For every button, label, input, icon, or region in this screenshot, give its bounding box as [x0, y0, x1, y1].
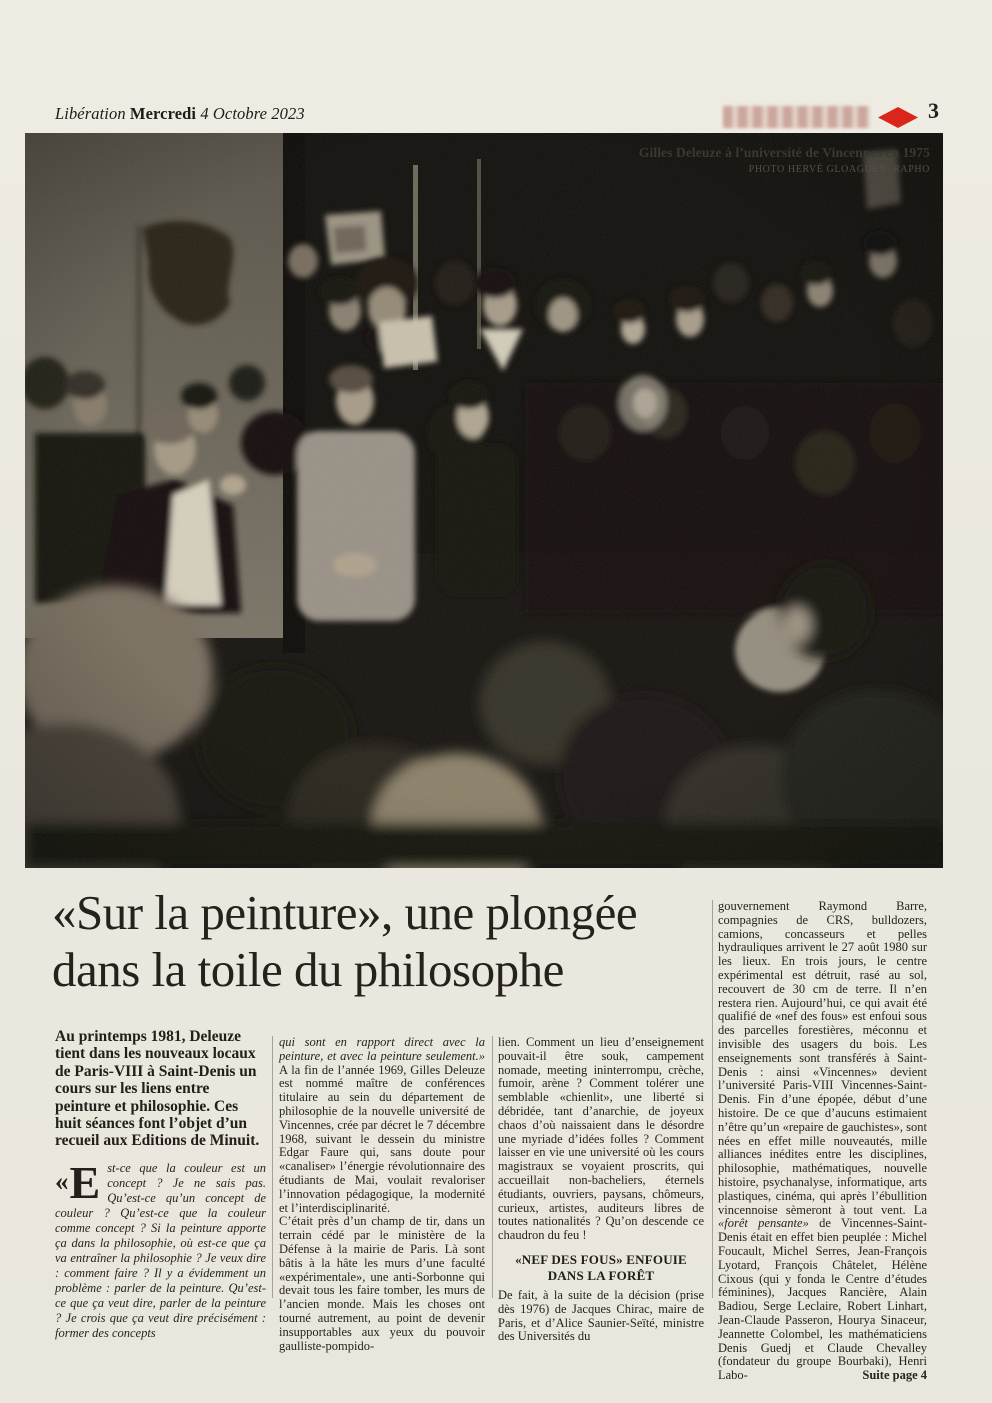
quote-text: st-ce que la couleur est un concept ? Je ne sais pas. Qu’est-ce qu’un concept de couleur ? Qu’est-ce que la couleur comme concept ? Si la peinture apporte ça dans la philosophie, où est-ce que ça va entraîner la philosophie ? Je veux dire : comment faire ? Il y a évidemment un problème : parler de la peinture. Qu’est-ce que ça veut dire, parler de la peinture ? Je crois que ça veut dire précisément : former des concepts [55, 1160, 266, 1340]
quote-end: qui sont en rapport direct avec la peinture, et avec la peinture seulement.» [279, 1035, 485, 1063]
body-paragraph: gouvernement Raymond Barre, compagnies de CRS, bulldozers, camions, concasseurs et pelles hydrauliques arrivent le 27 août 1980 sur les lieux. En trois jours, le centre expérimental est détruit, rasé au sol, recouvert de 30 cm de terre. Il n’en restera rien. Aujourd’hui, ce qui avait été qualifié de «nef des fous» est enfoui sous des parcelles forestières, méconnu et invisible des usagers du bois. Les enseignements sont transférés à Saint-Denis : ainsi «Vincennes» devient l’université Paris-VIII Vincennes-Saint-Denis. Fin d’une épopée, début d’une histoire. De ce que d’aucuns estimaient n’être qu’un «repaire de gauchistes», sont nées en effet mille nouveautés, mille alliances inédites entre les disciplines, philosophie, mathématiques, nouvelle histoire, psychanalyse, informatique, arts plastiques, cinéma, qui après l’ébullition vincennoise sèmeront à tout vent. La «forêt pensante» de Vincennes-Saint-Denis était en effet bien peuplée : Michel Foucault, Michel Serres, Jean-François Lyotard, François Châtelet, Hélène Cixous (qui y fonda le Centre d’études féminines), Jacques Rancière, Alain Badiou, Serge Leclaire, Robert Linhart, Jean-Claude Passeron, Hourya Sinaceur, Jeannette Colombel, les mathématiciens Denis Guedj et Claude Chevalley (fondateur du groupe Bourbaki), Henri Labo- Suite page 4 [718, 899, 927, 1383]
section-subhead: «NEF DES FOUS» ENFOUIE DANS LA FORÊT [515, 1251, 687, 1283]
article-lead: Au printemps 1981, Deleuze tient dans les nouveaux locaux de Paris-VIII à Saint-Denis un cours sur les liens entre peinture et philosophie. Ces huit séances font l’objet d’un recueil aux Editions de Minuit. [55, 1028, 260, 1150]
article-photo [25, 133, 943, 868]
body-paragraph: lien. Comment un lieu d’enseignement pouvait-il être souk, campement nomade, meeting ininterrompu, crèche, fumoir, arène ? Comment tolérer une semblable «chienlit», une liberté si débridée, tant d’anarchie, de joyeux chaos d’où naissaient dans le désordre une myriade d’idées folles ? Comment laisser en vie une université où les cours magistraux se voyaient proscrits, qui accueillait non-bacheliers, éternels étudiants, ouvriers, paysans, chômeurs, curieux, artistes, auditeurs libres de toutes nationalités ? Qu’on descende ce chaudron du feu ! [498, 1035, 704, 1243]
photo-caption-text: Gilles Deleuze à l’université de Vincennes en 1975 [638, 145, 930, 160]
article-column-1 [55, 1028, 266, 1341]
body-paragraph: De fait, à la suite de la décision (prise dès 1976) de Jacques Chirac, maire de Paris, et d’Alice Saunier-Seïté, ministre des Universités du [498, 1287, 704, 1344]
liberation-diamond-icon [878, 107, 918, 128]
body-paragraph: C’était près d’un champ de tir, dans un terrain cédé par le ministère de la Défense à la mairie de Paris. Là sont bâtis à la hâte les murs d’une faculté «expérimentale», une anti-Sorbonne qui devait tous les faire tomber, les murs de l’ancien monde. Mais les choses ont tourné autrement, au point de devenir insupportables aux yeux du pouvoir gaulliste-pompido- [279, 1214, 485, 1353]
column-rule [492, 1036, 493, 1298]
article-column-3 [498, 1036, 704, 1344]
issue-day: Mercredi [129, 104, 197, 123]
print-bleedthrough [723, 106, 870, 128]
photo-caption [639, 145, 930, 176]
issue-date: 4 Octobre 2023 [200, 104, 305, 123]
article-headline [52, 884, 730, 998]
headline-line-2: dans la toile du philosophe [52, 942, 564, 997]
page-number: 3 [928, 98, 939, 123]
photo-illustration [25, 133, 943, 868]
article-column-4 [718, 900, 927, 1383]
drop-cap: «E [55, 1156, 101, 1208]
article-opening-quote [55, 1156, 266, 1341]
body-paragraph: qui sont en rapport direct avec la peinture, et avec la peinture seulement.» A la fin de l’année 1969, Gilles Deleuze est nommé maître de conférences titulaire au sein du département de philosophie de la nouvelle université de Vincennes, crée par décret le 7 décembre 1968, suivant le dessein du ministre Edgar Faure qui, sans doute pour «canaliser» l’énergie révolutionnaire des étudiants de Mai, voulait revaloriser l’innovation pédagogique, la modernité et l’interdisciplinarité. [279, 1035, 485, 1215]
continuation-notice: Suite page 4 [862, 1368, 927, 1383]
paper-name: Libération [55, 104, 126, 123]
article-column-2 [279, 1036, 485, 1353]
headline-line-1: «Sur la peinture», une plongée [52, 885, 638, 940]
open-quote-mark: « [55, 1165, 67, 1196]
column-rule [272, 1036, 273, 1298]
masthead [55, 104, 305, 124]
photo-credit: PHOTO HERVÉ GLOAGUEN. RAPHO [748, 163, 930, 175]
column-rule [712, 900, 713, 1298]
